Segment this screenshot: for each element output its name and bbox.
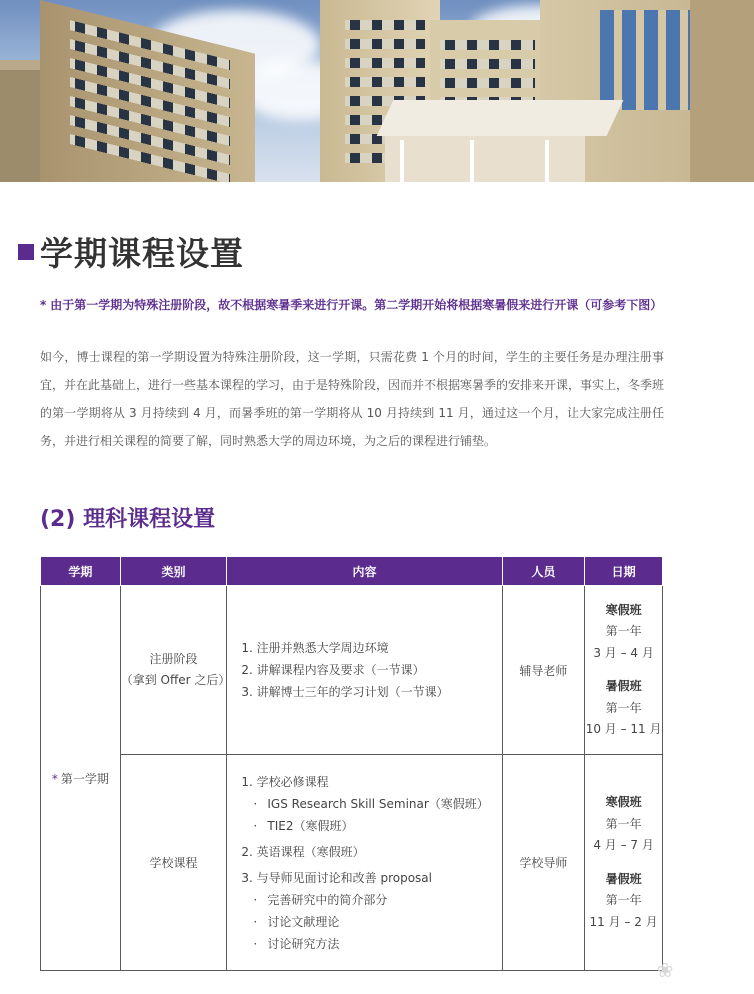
header-category: 类别 — [120, 557, 227, 586]
header-content: 内容 — [227, 557, 502, 586]
date-cell — [585, 586, 663, 755]
course-schedule-table — [40, 556, 663, 971]
category-cell — [120, 586, 231, 755]
content-line: 1. 学校必修课程 — [241, 774, 329, 789]
content-subline: · 讨论文献理论 — [241, 911, 501, 933]
summer-label: 暑假班 — [605, 871, 642, 886]
header-term: 学期 — [41, 557, 121, 586]
bullet-icon: · — [253, 818, 258, 833]
note-text: 由于第一学期为特殊注册阶段，故不根据寒暑季来进行开课。第二学期开始将根据寒暑假来进行开课（可参考下图） — [50, 298, 663, 312]
summer-year: 第一年 — [605, 893, 642, 907]
highlight-note — [40, 296, 670, 314]
campus-building-photo — [0, 0, 754, 182]
content-subline: · 讨论研究方法 — [241, 933, 501, 955]
summer-label: 暑假班 — [605, 679, 642, 693]
winter-range: 3 月 – 4 月 — [593, 645, 654, 660]
content-subline: · 完善研究中的简介部分 — [241, 889, 501, 911]
table-row — [41, 586, 663, 755]
content-cell — [227, 586, 502, 755]
staff-cell: 学校导师 — [502, 755, 585, 971]
winter-label: 寒假班 — [605, 602, 642, 617]
bullet-icon: · — [253, 914, 258, 929]
winter-range: 4 月 – 7 月 — [593, 838, 654, 852]
content-subline: · IGS Research Skill Seminar（寒假班） — [241, 793, 501, 815]
content-line: 3. 讲解博士三年的学习计划（一节课） — [241, 685, 449, 699]
term-cell — [41, 586, 121, 971]
header-date: 日期 — [585, 557, 663, 586]
header-staff: 人员 — [502, 557, 585, 586]
content-cell — [227, 755, 502, 971]
summer-range: 11 月 – 2 月 — [589, 914, 658, 929]
date-cell — [585, 755, 663, 971]
winter-year: 第一年 — [605, 624, 642, 638]
summer-range: 10 月 – 11 月 — [585, 722, 662, 736]
table-header-row — [41, 557, 663, 586]
term-star: * — [51, 771, 58, 786]
winter-year: 第一年 — [605, 816, 642, 831]
content-subline: · TIE2（寒假班） — [241, 815, 501, 837]
page-title: 学期课程设置 — [40, 234, 244, 273]
table-row — [41, 755, 663, 971]
staff-cell: 辅导老师 — [502, 586, 585, 755]
category-label: 注册阶段 — [149, 652, 198, 666]
content-line: 2. 英语课程（寒假班） — [241, 844, 365, 859]
category-cell: 学校课程 — [120, 755, 227, 971]
bullet-icon: · — [253, 796, 258, 811]
summer-year: 第一年 — [605, 700, 642, 715]
watermark-logo-icon: ❀ — [656, 958, 674, 982]
category-sublabel: （拿到 Offer 之后） — [120, 673, 231, 687]
body-paragraph: 如今，博士课程的第一学期设置为特殊注册阶段，这一学期，只需花费 1 个月的时间，学生的主要任务是办理注册事宜，并在此基础上，进行一些基本课程的学习，由于是特殊阶段，因而并不根据寒暑季的安排来开课，事实上，冬季班的第一学期将从 3 月持续到 4 月，而暑季班的第一学期将从 10 月持续到 11 月，通过这一个月，让大家完成注册任务，并进行相关课程的简要了解，同时熟悉大学的周边环境，为之后的课程进行铺垫。 — [40, 350, 665, 448]
page-title-block — [18, 228, 244, 275]
title-square-icon — [18, 244, 34, 260]
term-label: 第一学期 — [60, 771, 109, 786]
bullet-icon: · — [253, 892, 258, 907]
winter-label: 寒假班 — [605, 795, 642, 809]
content-line: 3. 与导师见面讨论和改善 proposal — [241, 870, 432, 885]
bullet-icon: · — [253, 936, 258, 951]
note-star: * — [40, 298, 47, 312]
content-line: 1. 注册并熟悉大学周边环境 — [241, 641, 389, 655]
section-title: (2) 理科课程设置 — [40, 507, 216, 532]
content-line: 2. 讲解课程内容及要求（一节课） — [241, 663, 425, 677]
